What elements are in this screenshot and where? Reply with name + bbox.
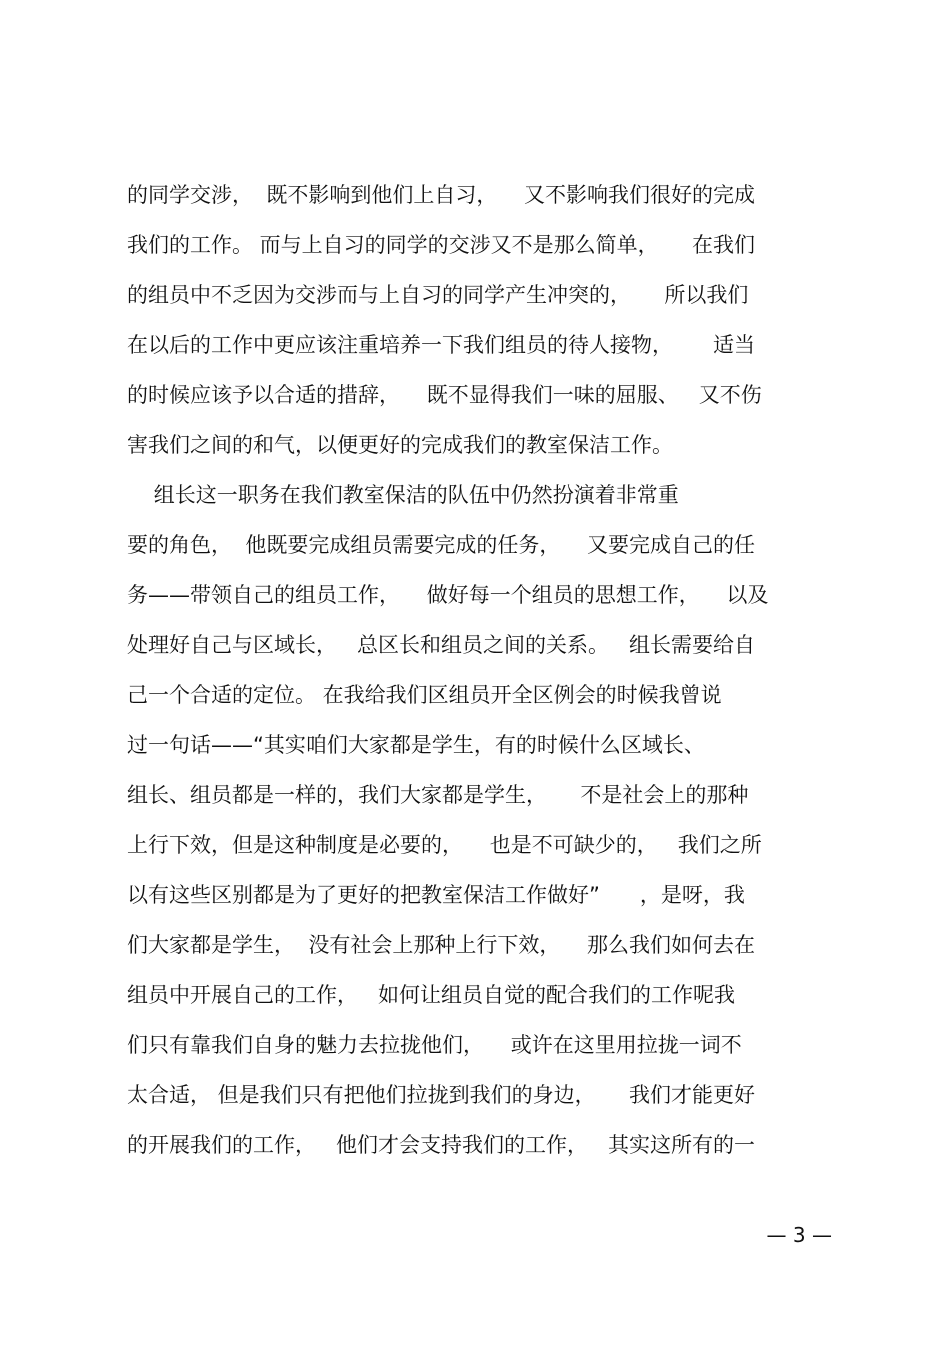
text-line: 己一个合适的定位。 在我给我们区组员开全区例会的时候我曾说 <box>127 683 722 707</box>
text-line: 在以后的工作中更应该注重培养一下我们组员的待人接物， 适当 <box>127 333 756 357</box>
text-line: 务——带领自己的组员工作， 做好每一个组员的思想工作， 以及 <box>127 583 769 607</box>
page-number: — 3 — <box>766 1223 832 1247</box>
text-line: 的同学交涉， 既不影响到他们上自习， 又不影响我们很好的完成 <box>127 183 756 207</box>
text-line: 以有这些区别都是为了更好的把教室保洁工作做好” ，是呀，我 <box>127 883 745 907</box>
text-line: 组长这一职务在我们教室保洁的队伍中仍然扮演着非常重 <box>127 483 679 507</box>
text-line: 上行下效，但是这种制度是必要的， 也是不可缺少的， 我们之所 <box>127 833 762 857</box>
text-line: 要的角色， 他既要完成组员需要完成的任务， 又要完成自己的任 <box>127 533 756 557</box>
text-line: 组员中开展自己的工作， 如何让组员自觉的配合我们的工作呢我 <box>127 983 736 1007</box>
text-line: 的组员中不乏因为交涉而与上自习的同学产生冲突的， 所以我们 <box>127 283 749 307</box>
text-line: 过一句话——“其实咱们大家都是学生，有的时候什么区域长、 <box>127 733 705 757</box>
text-line: 们只有靠我们自身的魅力去拉拢他们， 或许在这里用拉拢一词不 <box>127 1033 742 1057</box>
text-line: 的时候应该予以合适的措辞， 既不显得我们一味的屈服、 又不伤 <box>127 383 762 407</box>
text-line: 处理好自己与区域长， 总区长和组员之间的关系。 组长需要给自 <box>127 633 756 657</box>
body-text <box>127 170 832 1170</box>
text-line: 组长、组员都是一样的，我们大家都是学生， 不是社会上的那种 <box>127 783 749 807</box>
text-line: 们大家都是学生， 没有社会上那种上行下效， 那么我们如何去在 <box>127 933 756 957</box>
text-line: 的开展我们的工作， 他们才会支持我们的工作， 其实这所有的一 <box>127 1133 756 1157</box>
text-line: 害我们之间的和气，以便更好的完成我们的教室保洁工作。 <box>127 433 673 457</box>
text-line: 我们的工作。 而与上自习的同学的交涉又不是那么简单， 在我们 <box>127 233 756 257</box>
text-line: 太合适， 但是我们只有把他们拉拢到我们的身边， 我们才能更好 <box>127 1083 756 1107</box>
